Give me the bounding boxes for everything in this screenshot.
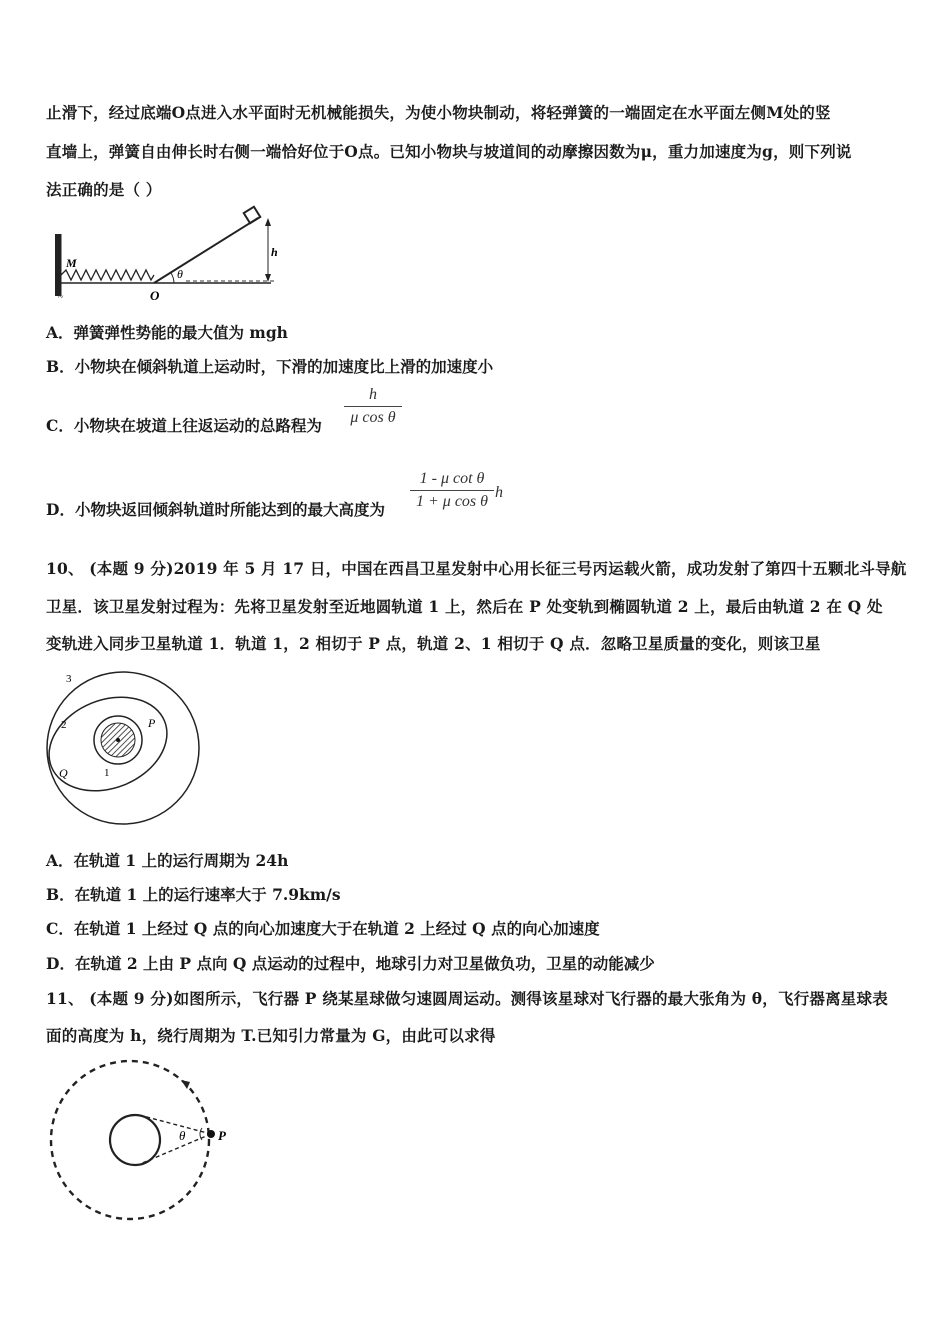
tangent-line-bottom: [140, 1134, 211, 1164]
label-h: h: [271, 245, 278, 259]
label-P: P: [218, 1128, 226, 1143]
q9-text-line-3: 法正确的是（ ）: [46, 180, 162, 199]
q9-option-b[interactable]: B．小物块在倾斜轨道上运动时，下滑的加速度比上滑的加速度小: [46, 357, 494, 376]
planet: [110, 1115, 160, 1165]
q10-option-a[interactable]: A．在轨道 1 上的运行周期为 24h: [46, 851, 289, 870]
label-3: 3: [66, 673, 72, 685]
q11-text-line-1: 11、 (本题 9 分)如图所示，飞行器 P 绕某星球做匀速圆周运动。测得该星球对飞行器的最大张角为 θ，飞行器离星球表: [46, 989, 888, 1008]
label-2: 2: [61, 719, 67, 731]
q10-option-b[interactable]: B．在轨道 1 上的运行速率大于 7.9km/s: [46, 885, 341, 904]
q9-option-d-fraction: [410, 470, 494, 511]
fraction-numerator: h: [344, 386, 402, 407]
label-M: M: [66, 256, 77, 270]
label-Q: Q: [59, 766, 68, 780]
fraction-denominator: 1 + μ cos θ: [415, 493, 488, 510]
q9-text-line-1: 止滑下，经过底端O点进入水平面时无机械能损失，为使小物块制动，将轻弹簧的一端固定在水平面左侧M处的竖: [46, 103, 831, 122]
q9-option-d-tail: h: [495, 484, 503, 501]
q9-option-d[interactable]: D．小物块返回倾斜轨道时所能达到的最大高度为: [46, 500, 385, 519]
label-theta: θ: [179, 1128, 186, 1143]
tangent-line-top: [143, 1116, 211, 1134]
q9-option-c[interactable]: C．小物块在坡道上往返运动的总路程为: [46, 416, 322, 435]
fraction-numerator: 1 - μ cot θ: [410, 470, 494, 491]
orbit-direction-arrow: [181, 1080, 190, 1089]
q10-option-d[interactable]: D．在轨道 2 上由 P 点向 Q 点运动的过程中，地球引力对卫星做负功，卫星的动能减少: [46, 954, 655, 973]
wall: [55, 234, 61, 296]
spring: [61, 270, 154, 280]
label-1: 1: [104, 767, 110, 779]
q10-text-line-3: 变轨进入同步卫星轨道 1．轨道 1，2 相切于 P 点，轨道 2、1 相切于 Q 点．忽略卫星质量的变化，则该卫星: [46, 634, 821, 653]
svg-text:~: ~: [58, 292, 64, 303]
label-theta: θ: [177, 267, 183, 281]
q9-slope-spring-figure: [46, 204, 286, 308]
q9-option-c-fraction: [344, 386, 402, 427]
q9-text-line-2: 直墙上，弹簧自由伸长时右侧一端恰好位于O点。已知小物块与坡道间的动摩擦因数为μ，重力加速度为g，则下列说: [46, 142, 852, 161]
q11-orbit-figure: [48, 1056, 248, 1226]
q11-text-line-2: 面的高度为 h，绕行周期为 T.已知引力常量为 G，由此可以求得: [46, 1026, 496, 1045]
q10-text-line-1: 10、 (本题 9 分)2019 年 5 月 17 日，中国在西昌卫星发射中心用长征三号丙运载火箭，成功发射了第四十五颗北斗导航: [46, 559, 907, 578]
label-P: P: [148, 716, 156, 730]
q10-orbit-figure: [40, 668, 210, 828]
fraction-denominator: μ cos θ: [350, 409, 396, 426]
spacecraft-P: [207, 1130, 215, 1138]
q10-option-c[interactable]: C．在轨道 1 上经过 Q 点的向心加速度大于在轨道 2 上经过 Q 点的向心加速度: [46, 919, 600, 938]
q10-text-line-2: 卫星．该卫星发射过程为：先将卫星发射至近地圆轨道 1 上，然后在 P 处变轨到椭圆轨道 2 上，最后由轨道 2 在 Q 处: [46, 597, 883, 616]
q9-option-a[interactable]: A．弹簧弹性势能的最大值为 mgh: [46, 323, 288, 342]
label-O: O: [150, 288, 160, 303]
incline: [154, 218, 258, 283]
